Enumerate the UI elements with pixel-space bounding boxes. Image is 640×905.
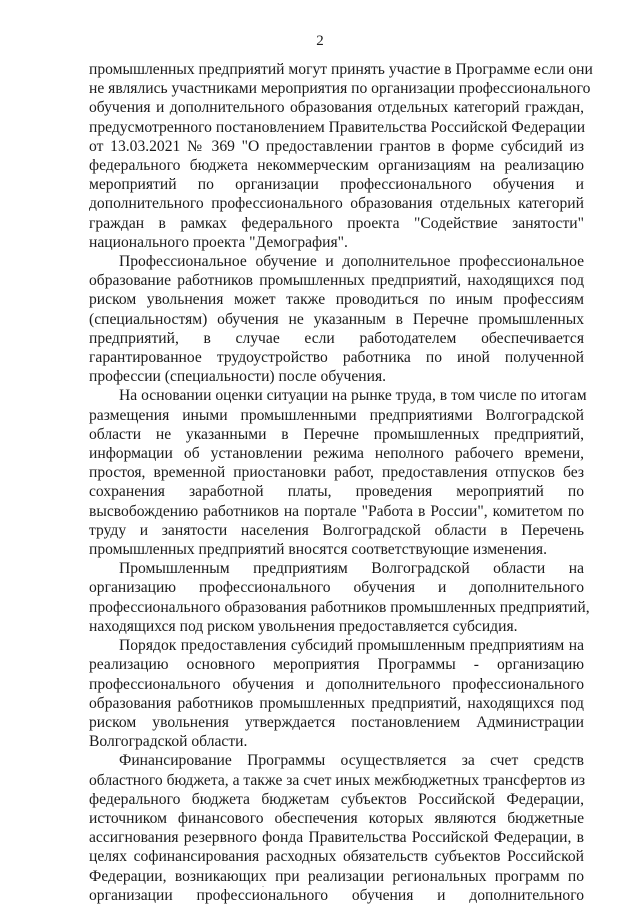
- text-line: риском увольнения может также проводиться по иным профессиям: [89, 291, 584, 309]
- paragraph: [89, 386, 587, 559]
- paragraph: [89, 636, 584, 751]
- text-line: мероприятий по организации профессионального обучения и: [89, 176, 584, 194]
- text-line: профессии (специальности) после обучения.: [89, 368, 387, 386]
- text-line: от 13.03.2021 № 369 "О предоставлении грантов в форме субсидий из: [89, 137, 584, 155]
- text-line: организацию профессионального обучения и дополнительного: [89, 579, 584, 597]
- text-line: труду и занятости населения Волгоградской области в Перечень: [89, 521, 584, 539]
- text-line: размещения иными промышленными предприятиями Волгоградской: [89, 406, 584, 424]
- text-line: национального проекта "Демография".: [89, 233, 348, 251]
- text-line: организации профессионального обучения и дополнительного: [89, 886, 584, 904]
- text-line: Порядок предоставления субсидий промышленным предприятиям на: [119, 637, 584, 655]
- text-line: дополнительного профессионального образования отдельных категорий: [89, 195, 584, 213]
- text-line: На основании оценки ситуации на рынке труда, в том числе по итогам: [119, 387, 587, 405]
- text-line: федерального бюджета бюджетам субъектов Российской Федерации,: [89, 790, 584, 808]
- text-line: риском увольнения утверждается постановлением Администрации: [89, 713, 584, 731]
- text-line: (специальностям) обучения не указанным в Перечне промышленных: [89, 310, 584, 328]
- text-line: профессионального образования работников промышленных предприятий,: [89, 598, 590, 616]
- page-number: 2: [316, 33, 324, 49]
- text-line: предусмотренного постановлением Правительства Российской Федерации: [89, 118, 586, 136]
- body-text: [89, 60, 593, 905]
- text-line: профессионального обучения и дополнительного профессионального: [89, 675, 584, 693]
- text-line: образования работников промышленных предприятий, находящихся под: [89, 694, 584, 712]
- text-line: федерального бюджета некоммерческим организациям на реализацию: [89, 157, 584, 175]
- text-line: простоя, временной приостановки работ, предоставления отпусков без: [89, 464, 584, 482]
- scan-artifact: [262, 886, 264, 887]
- text-line: предприятий, в случае если работодателем обеспечивается: [89, 329, 584, 347]
- text-line: сохранения заработной платы, проведения мероприятий по: [89, 483, 584, 501]
- text-line: источником финансового обеспечения которых являются бюджетные: [89, 809, 584, 827]
- text-line: реализацию основного мероприятия Программы - организацию: [89, 656, 584, 674]
- text-line: Волгоградской области.: [89, 733, 248, 751]
- text-line: Федерации, возникающих при реализации региональных программ по: [89, 867, 584, 885]
- text-line: области не указанными в Перечне промышленных предприятий,: [89, 425, 584, 443]
- text-line: Промышленным предприятиям Волгоградской области на: [119, 560, 584, 578]
- text-line: целях софинансирования расходных обязательств субъектов Российской: [89, 848, 584, 866]
- text-line: гарантированное трудоустройство работника по иной полученной: [89, 349, 584, 367]
- text-line: промышленных предприятий вносятся соответствующие изменения.: [89, 541, 548, 559]
- paragraph: [89, 751, 584, 905]
- paragraph: [89, 559, 590, 636]
- paragraph: [89, 60, 593, 252]
- text-line: не являлись участниками мероприятия по организации профессионального: [89, 80, 591, 98]
- text-line: областного бюджета, а также за счет иных межбюджетных трансфертов из: [89, 771, 586, 789]
- text-line: обучения и дополнительного образования отдельных категорий граждан,: [89, 99, 584, 117]
- text-line: высвобождению работников на портале "Работа в России", комитетом по: [89, 502, 584, 520]
- text-line: промышленных предприятий могут принять участие в Программе если они: [89, 61, 593, 78]
- text-line: Профессиональное обучение и дополнительное профессиональное: [119, 253, 584, 271]
- text-line: находящихся под риском увольнения предоставляется субсидия.: [89, 617, 518, 635]
- text-line: граждан в рамках федерального проекта "Содействие занятости": [89, 214, 584, 232]
- text-line: ассигнования резервного фонда Правительства Российской Федерации, в: [89, 829, 584, 847]
- paragraph: [89, 252, 584, 386]
- text-line: информации об установлении режима неполного рабочего времени,: [89, 445, 584, 463]
- text-line: образование работников промышленных предприятий, находящихся под: [89, 272, 584, 290]
- text-line: Финансирование Программы осуществляется за счет средств: [119, 752, 584, 770]
